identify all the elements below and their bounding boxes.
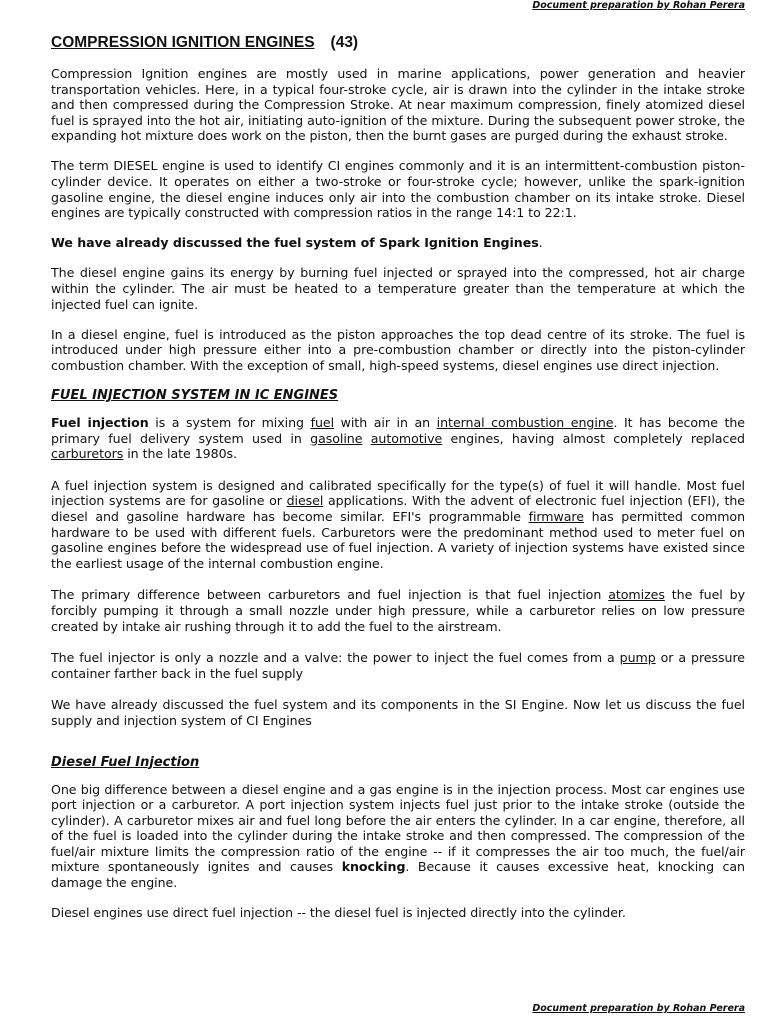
paragraph-ci-intro: We have already discussed the fuel system and its components in the SI Engine. Now let us discuss the fuel supply and injection system of CI Engines — [51, 697, 745, 728]
paragraph-fuel-injection-def: Fuel injection is a system for mixing fuel with air in an internal combustion engine. It has become the primary fuel delivery system used in gasoline automotive engines, having almost completely replaced carburetors in the late 1980s. — [51, 415, 745, 462]
si-note-bold: We have already discussed the fuel system of Spark Ignition Engines — [51, 235, 539, 251]
paragraph-injector: The fuel injector is only a nozzle and a valve: the power to inject the fuel comes from a pump or a pressure container farther back in the fuel supply — [51, 650, 745, 681]
paragraph-direct-injection: Diesel engines use direct fuel injection -- the diesel fuel is injected directly into the cylinder. — [51, 905, 626, 921]
header-credit: Document preparation by Rohan Perera — [532, 0, 745, 11]
paragraph-injection-timing: In a diesel engine, fuel is introduced as the piston approaches the top dead centre of its stroke. The fuel is introduced under high pressure either into a pre-combustion chamber or directly into the piston-cylinder combustion chamber. With the exception of small, high-speed systems, diesel engines use direct injection. — [51, 326, 745, 373]
page-content — [51, 34, 745, 935]
paragraph-carburetor-difference: The primary difference between carburetors and fuel injection is that fuel injection atomizes the fuel by forcibly pumping it through a small nozzle under high pressure, while a carburetor relies on low pressure created by intake air rushing through it to add the fuel to the airstream. — [51, 587, 745, 634]
paragraph-diesel-term: The term DIESEL engine is used to identify CI engines commonly and it is an intermittent-combustion piston-cylinder device. It operates on either a two-stroke or four-stroke cycle; however, unlike the spark-ignition gasoline engine, the diesel engine induces only air into the combustion chamber on its intake stroke. Diesel engines are typically constructed with compression ratios in the range 14:1 to 22:1. — [51, 158, 745, 221]
paragraph-system-design: A fuel injection system is designed and calibrated specifically for the type(s) of fuel it will handle. Most fuel injection systems are for gasoline or diesel applications. With the advent of electronic fuel injection (EFI), the diesel and gasoline hardware has become similar. EFI's programmable firmware has permitted common hardware to be used with different fuels. Carburetors were the predominant method used to meter fuel on gasoline engines before the widespread use of fuel injection. A variety of injection systems have existed since the earliest usage of the internal combustion engine. — [51, 477, 745, 571]
page-title — [51, 34, 745, 52]
paragraph-si-note: We have already discussed the fuel system of Spark Ignition Engines. — [51, 235, 543, 251]
section-heading-fuel-injection: FUEL INJECTION SYSTEM IN IC ENGINES — [51, 388, 339, 403]
link-carburetors[interactable]: carburetors — [51, 446, 124, 462]
paragraph-intro: Compression Ignition engines are mostly used in marine applications, power generation and heavier transportation vehicles. Here, in a typical four-stroke cycle, air is drawn into the cylinder in the intake stroke and then compressed during the Compression Stroke. At near maximum compression, finely atomized diesel fuel is sprayed into the hot air, initiating auto-ignition of the mixture. During the subsequent power stroke, the expanding hot mixture does work on the piston, then the burnt gases are purged during the exhaust stroke. — [51, 66, 745, 144]
link-firmware[interactable]: firmware — [528, 508, 584, 524]
link-atomizes[interactable]: atomizes — [608, 587, 665, 603]
link-pump[interactable]: pump — [619, 650, 656, 666]
page-number: (43) — [330, 34, 359, 51]
title-text: COMPRESSION IGNITION ENGINES — [51, 34, 315, 51]
link-fuel[interactable]: fuel — [310, 415, 335, 430]
link-gasoline[interactable]: gasoline — [310, 430, 363, 446]
knocking-bold: knocking — [341, 859, 406, 875]
paragraph-energy: The diesel engine gains its energy by burning fuel injected or sprayed into the compressed, hot air charge within the cylinder. The air must be heated to a temperature greater than the temperature at which the injected fuel can ignite. — [51, 265, 745, 312]
paragraph-diesel-vs-gas: One big difference between a diesel engine and a gas engine is in the injection process. Most car engines use port injection or a carburetor. A port injection system injects fuel just prior to the intake stroke (outside the cylinder). A carburetor mixes air and fuel long before the air enters the cylinder. In a car engine, therefore, all of the fuel is loaded into the cylinder during the intake stroke and then compressed. The compression of the fuel/air mixture limits the compression ratio of the engine -- if it compresses the air too much, the fuel/air mixture spontaneously ignites and causes knocking. Because it causes excessive heat, knocking can damage the engine. — [51, 781, 745, 891]
link-automotive[interactable]: automotive — [370, 430, 443, 446]
link-diesel[interactable]: diesel — [286, 493, 324, 509]
section-heading-diesel-injection: Diesel Fuel Injection — [51, 754, 200, 770]
footer-credit: Document preparation by Rohan Perera — [532, 1003, 745, 1014]
link-internal-combustion-engine[interactable]: internal combustion engine — [436, 415, 614, 430]
